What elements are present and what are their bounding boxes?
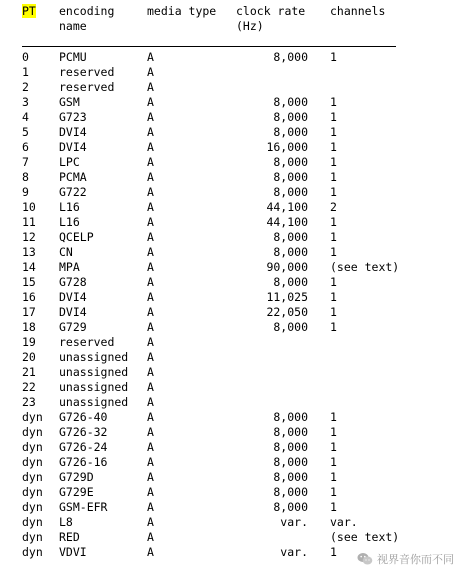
- cell-encoding: LPC: [59, 155, 80, 169]
- table-row: [22, 275, 462, 290]
- cell-media-type: A: [147, 335, 154, 349]
- cell-pt: 15: [22, 275, 36, 289]
- cell-clock-rate: 8,000: [273, 110, 308, 124]
- cell-pt: dyn: [22, 440, 43, 454]
- cell-pt: dyn: [22, 515, 43, 529]
- cell-pt: 16: [22, 290, 36, 304]
- cell-channels: 1: [330, 230, 337, 244]
- cell-media-type: A: [147, 245, 154, 259]
- cell-channels: 1: [330, 185, 337, 199]
- cell-encoding: GSM-EFR: [59, 500, 108, 514]
- header-encoding-line1: encoding: [59, 4, 115, 18]
- cell-channels: 1: [330, 485, 337, 499]
- cell-media-type: A: [147, 200, 154, 214]
- cell-clock-rate: 8,000: [273, 95, 308, 109]
- cell-encoding: G729D: [59, 470, 94, 484]
- cell-clock-rate: 90,000: [266, 260, 308, 274]
- cell-channels: 1: [330, 440, 337, 454]
- cell-clock-rate: 8,000: [273, 470, 308, 484]
- cell-pt: 1: [22, 65, 29, 79]
- cell-channels: 1: [330, 455, 337, 469]
- rtp-payload-table: [22, 4, 462, 559]
- pt-highlight: PT: [22, 4, 36, 18]
- cell-media-type: A: [147, 515, 154, 529]
- cell-media-type: A: [147, 485, 154, 499]
- cell-encoding: VDVI: [59, 545, 87, 559]
- table-row: [22, 95, 462, 110]
- cell-clock-rate: 8,000: [273, 125, 308, 139]
- table-row: [22, 65, 462, 80]
- table-header: [22, 4, 462, 34]
- table-row: [22, 350, 462, 365]
- header-channels: channels: [330, 4, 386, 18]
- cell-pt: 18: [22, 320, 36, 334]
- cell-encoding: L16: [59, 215, 80, 229]
- cell-pt: 3: [22, 95, 29, 109]
- cell-encoding: QCELP: [59, 230, 94, 244]
- table-row: [22, 50, 462, 65]
- cell-encoding: G726-24: [59, 440, 108, 454]
- header-media-type: media type: [147, 4, 217, 18]
- cell-media-type: A: [147, 290, 154, 304]
- cell-encoding: G728: [59, 275, 87, 289]
- cell-encoding: unassigned: [59, 350, 129, 364]
- cell-pt: dyn: [22, 485, 43, 499]
- table-row: [22, 470, 462, 485]
- cell-encoding: MPA: [59, 260, 80, 274]
- cell-pt: dyn: [22, 425, 43, 439]
- table-row: [22, 170, 462, 185]
- cell-encoding: DVI4: [59, 290, 87, 304]
- table-row: [22, 335, 462, 350]
- cell-clock-rate: 8,000: [273, 230, 308, 244]
- wechat-icon: [357, 552, 373, 566]
- cell-media-type: A: [147, 440, 154, 454]
- cell-encoding: unassigned: [59, 395, 129, 409]
- cell-media-type: A: [147, 500, 154, 514]
- cell-media-type: A: [147, 545, 154, 559]
- cell-media-type: A: [147, 185, 154, 199]
- cell-channels: 1: [330, 245, 337, 259]
- table-row: [22, 245, 462, 260]
- cell-encoding: G729E: [59, 485, 94, 499]
- table-row: [22, 125, 462, 140]
- cell-channels: 1: [330, 215, 337, 229]
- cell-pt: 11: [22, 215, 36, 229]
- table-row: [22, 365, 462, 380]
- cell-clock-rate: 8,000: [273, 185, 308, 199]
- cell-channels: (see text): [330, 530, 400, 544]
- cell-channels: 1: [330, 545, 337, 559]
- cell-pt: 21: [22, 365, 36, 379]
- cell-channels: 2: [330, 200, 337, 214]
- cell-clock-rate: 8,000: [273, 410, 308, 424]
- cell-encoding: reserved: [59, 335, 115, 349]
- cell-encoding: G726-40: [59, 410, 108, 424]
- cell-media-type: A: [147, 530, 154, 544]
- cell-clock-rate: 22,050: [266, 305, 308, 319]
- cell-clock-rate: 11,025: [266, 290, 308, 304]
- watermark-text: 视界音你而不同: [377, 553, 454, 566]
- cell-encoding: RED: [59, 530, 80, 544]
- header-divider: [22, 46, 396, 47]
- header-pt: [22, 4, 36, 19]
- cell-channels: 1: [330, 500, 337, 514]
- cell-encoding: CN: [59, 245, 73, 259]
- cell-media-type: A: [147, 380, 154, 394]
- table-row: [22, 380, 462, 395]
- table-row: [22, 185, 462, 200]
- cell-media-type: A: [147, 110, 154, 124]
- cell-pt: 20: [22, 350, 36, 364]
- cell-clock-rate: 44,100: [266, 215, 308, 229]
- cell-clock-rate: 8,000: [273, 275, 308, 289]
- cell-pt: dyn: [22, 410, 43, 424]
- cell-media-type: A: [147, 320, 154, 334]
- cell-encoding: reserved: [59, 65, 115, 79]
- table-row: [22, 200, 462, 215]
- table-row: [22, 260, 462, 275]
- table-row: [22, 500, 462, 515]
- cell-clock-rate: var.: [280, 545, 308, 559]
- cell-media-type: A: [147, 125, 154, 139]
- cell-pt: dyn: [22, 545, 43, 559]
- cell-pt: 22: [22, 380, 36, 394]
- cell-media-type: A: [147, 425, 154, 439]
- cell-media-type: A: [147, 95, 154, 109]
- table-row: [22, 455, 462, 470]
- cell-pt: dyn: [22, 500, 43, 514]
- cell-pt: 2: [22, 80, 29, 94]
- cell-media-type: A: [147, 50, 154, 64]
- cell-clock-rate: 16,000: [266, 140, 308, 154]
- cell-encoding: L16: [59, 200, 80, 214]
- cell-pt: 23: [22, 395, 36, 409]
- cell-channels: 1: [330, 50, 337, 64]
- cell-clock-rate: 8,000: [273, 155, 308, 169]
- table-row: [22, 290, 462, 305]
- cell-media-type: A: [147, 260, 154, 274]
- cell-pt: 7: [22, 155, 29, 169]
- cell-clock-rate: 8,000: [273, 245, 308, 259]
- cell-pt: 0: [22, 50, 29, 64]
- cell-pt: 19: [22, 335, 36, 349]
- cell-encoding: DVI4: [59, 140, 87, 154]
- header-clock-rate-line2: (Hz): [236, 19, 264, 33]
- cell-pt: 17: [22, 305, 36, 319]
- cell-media-type: A: [147, 350, 154, 364]
- cell-media-type: A: [147, 230, 154, 244]
- header-encoding-line2: name: [59, 19, 87, 33]
- cell-channels: 1: [330, 320, 337, 334]
- header-encoding: [59, 4, 114, 34]
- cell-media-type: A: [147, 80, 154, 94]
- cell-channels: 1: [330, 290, 337, 304]
- cell-media-type: A: [147, 215, 154, 229]
- cell-channels: 1: [330, 170, 337, 184]
- cell-encoding: unassigned: [59, 380, 129, 394]
- cell-channels: 1: [330, 470, 337, 484]
- cell-channels: 1: [330, 110, 337, 124]
- cell-encoding: DVI4: [59, 305, 87, 319]
- table-row: [22, 320, 462, 335]
- watermark: [357, 551, 454, 567]
- table-row: [22, 80, 462, 95]
- cell-pt: 13: [22, 245, 36, 259]
- cell-encoding: G722: [59, 185, 87, 199]
- table-row: [22, 110, 462, 125]
- cell-media-type: A: [147, 455, 154, 469]
- cell-channels: 1: [330, 275, 337, 289]
- cell-media-type: A: [147, 155, 154, 169]
- cell-encoding: PCMA: [59, 170, 87, 184]
- cell-clock-rate: var.: [280, 515, 308, 529]
- table-body: [22, 50, 462, 560]
- cell-clock-rate: 44,100: [266, 200, 308, 214]
- cell-encoding: G726-16: [59, 455, 108, 469]
- cell-media-type: A: [147, 305, 154, 319]
- cell-pt: 10: [22, 200, 36, 214]
- table-row: [22, 215, 462, 230]
- cell-pt: dyn: [22, 455, 43, 469]
- cell-channels: 1: [330, 95, 337, 109]
- cell-pt: 14: [22, 260, 36, 274]
- cell-channels: 1: [330, 125, 337, 139]
- table-row: [22, 515, 462, 530]
- cell-pt: 9: [22, 185, 29, 199]
- cell-clock-rate: 8,000: [273, 500, 308, 514]
- table-row: [22, 395, 462, 410]
- cell-pt: 8: [22, 170, 29, 184]
- header-clock-rate-line1: clock rate: [236, 4, 306, 18]
- cell-encoding: DVI4: [59, 125, 87, 139]
- cell-media-type: A: [147, 275, 154, 289]
- cell-clock-rate: 8,000: [273, 170, 308, 184]
- cell-encoding: reserved: [59, 80, 115, 94]
- cell-clock-rate: 8,000: [273, 425, 308, 439]
- cell-encoding: unassigned: [59, 365, 129, 379]
- cell-clock-rate: 8,000: [273, 50, 308, 64]
- cell-clock-rate: 8,000: [273, 440, 308, 454]
- table-row: [22, 230, 462, 245]
- table-row: [22, 305, 462, 320]
- cell-media-type: A: [147, 170, 154, 184]
- cell-media-type: A: [147, 140, 154, 154]
- cell-channels: 1: [330, 140, 337, 154]
- cell-pt: 5: [22, 125, 29, 139]
- cell-encoding: G729: [59, 320, 87, 334]
- cell-media-type: A: [147, 365, 154, 379]
- table-row: [22, 140, 462, 155]
- table-row: [22, 410, 462, 425]
- cell-channels: 1: [330, 155, 337, 169]
- cell-pt: dyn: [22, 470, 43, 484]
- table-row: [22, 425, 462, 440]
- cell-pt: dyn: [22, 530, 43, 544]
- cell-encoding: GSM: [59, 95, 80, 109]
- cell-media-type: A: [147, 395, 154, 409]
- cell-pt: 6: [22, 140, 29, 154]
- cell-pt: 12: [22, 230, 36, 244]
- cell-channels: 1: [330, 425, 337, 439]
- table-row: [22, 530, 462, 545]
- cell-channels: var.: [330, 515, 358, 529]
- header-clock-rate: [236, 4, 305, 34]
- cell-channels: 1: [330, 410, 337, 424]
- cell-media-type: A: [147, 410, 154, 424]
- cell-clock-rate: 8,000: [273, 455, 308, 469]
- cell-media-type: A: [147, 470, 154, 484]
- cell-channels: (see text): [330, 260, 400, 274]
- table-row: [22, 440, 462, 455]
- cell-encoding: G726-32: [59, 425, 108, 439]
- cell-encoding: G723: [59, 110, 87, 124]
- cell-clock-rate: 8,000: [273, 320, 308, 334]
- cell-encoding: L8: [59, 515, 73, 529]
- cell-pt: 4: [22, 110, 29, 124]
- table-row: [22, 155, 462, 170]
- cell-clock-rate: 8,000: [273, 485, 308, 499]
- cell-media-type: A: [147, 65, 154, 79]
- table-row: [22, 485, 462, 500]
- cell-encoding: PCMU: [59, 50, 87, 64]
- cell-channels: 1: [330, 305, 337, 319]
